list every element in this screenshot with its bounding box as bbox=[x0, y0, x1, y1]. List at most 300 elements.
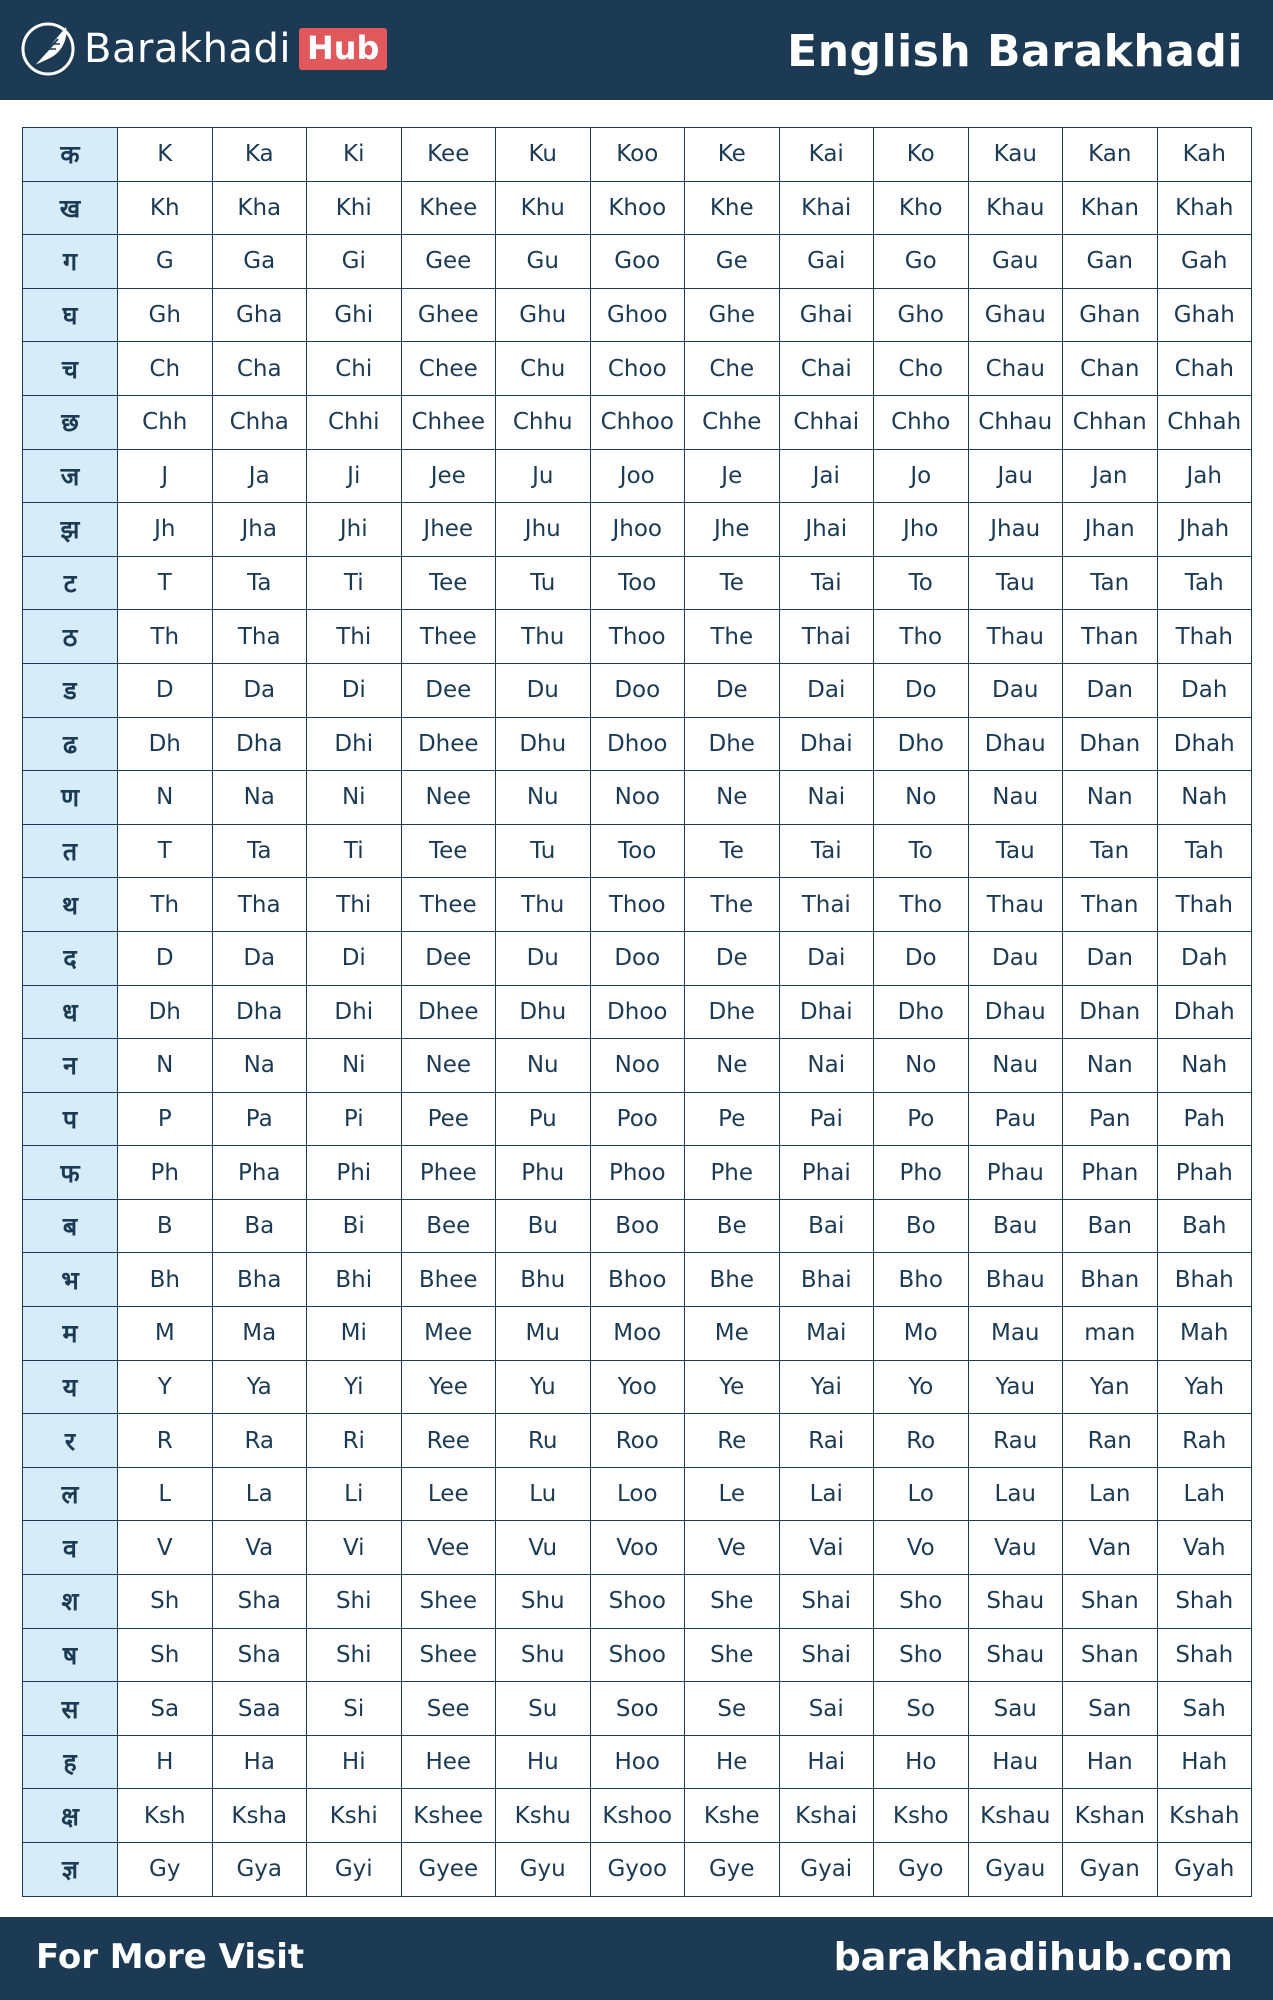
devanagari-letter-cell: ढ bbox=[23, 717, 118, 771]
transliteration-cell: To bbox=[874, 824, 969, 878]
transliteration-cell: Bha bbox=[212, 1253, 307, 1307]
transliteration-cell: Khe bbox=[685, 181, 780, 235]
transliteration-cell: Khau bbox=[968, 181, 1063, 235]
transliteration-cell: Shau bbox=[968, 1628, 1063, 1682]
transliteration-cell: Sai bbox=[779, 1682, 874, 1736]
transliteration-cell: Phu bbox=[496, 1146, 591, 1200]
table-row bbox=[23, 288, 1252, 342]
transliteration-cell: Dhee bbox=[401, 717, 496, 771]
transliteration-cell: Ji bbox=[307, 449, 402, 503]
transliteration-cell: Te bbox=[685, 824, 780, 878]
transliteration-cell: Too bbox=[590, 824, 685, 878]
table-row bbox=[23, 1414, 1252, 1468]
devanagari-letter-cell: घ bbox=[23, 288, 118, 342]
transliteration-cell: Chu bbox=[496, 342, 591, 396]
transliteration-cell: Ghee bbox=[401, 288, 496, 342]
devanagari-letter-cell: ध bbox=[23, 985, 118, 1039]
transliteration-cell: Tah bbox=[1157, 824, 1252, 878]
transliteration-cell: Pee bbox=[401, 1092, 496, 1146]
devanagari-letter-cell: ग bbox=[23, 235, 118, 289]
transliteration-cell: Yah bbox=[1157, 1360, 1252, 1414]
transliteration-cell: Phai bbox=[779, 1146, 874, 1200]
transliteration-cell: Tah bbox=[1157, 556, 1252, 610]
transliteration-cell: Che bbox=[685, 342, 780, 396]
devanagari-letter-cell: ष bbox=[23, 1628, 118, 1682]
transliteration-cell: Bhau bbox=[968, 1253, 1063, 1307]
transliteration-cell: Bah bbox=[1157, 1199, 1252, 1253]
transliteration-cell: Nu bbox=[496, 1039, 591, 1093]
transliteration-cell: Bu bbox=[496, 1199, 591, 1253]
transliteration-cell: Pha bbox=[212, 1146, 307, 1200]
transliteration-cell: Pu bbox=[496, 1092, 591, 1146]
transliteration-cell: Kshe bbox=[685, 1789, 780, 1843]
transliteration-cell: Joo bbox=[590, 449, 685, 503]
page-footer bbox=[0, 1917, 1273, 2000]
devanagari-letter-cell: न bbox=[23, 1039, 118, 1093]
transliteration-cell: He bbox=[685, 1735, 780, 1789]
transliteration-cell: Chee bbox=[401, 342, 496, 396]
transliteration-cell: V bbox=[118, 1521, 213, 1575]
transliteration-cell: Gyu bbox=[496, 1843, 591, 1897]
transliteration-cell: Bai bbox=[779, 1199, 874, 1253]
transliteration-cell: Thi bbox=[307, 610, 402, 664]
transliteration-cell: Lee bbox=[401, 1467, 496, 1521]
transliteration-cell: Bhi bbox=[307, 1253, 402, 1307]
transliteration-cell: Gau bbox=[968, 235, 1063, 289]
transliteration-cell: Gai bbox=[779, 235, 874, 289]
transliteration-cell: Dha bbox=[212, 717, 307, 771]
transliteration-cell: M bbox=[118, 1307, 213, 1361]
devanagari-letter-cell: ल bbox=[23, 1467, 118, 1521]
transliteration-cell: Noo bbox=[590, 1039, 685, 1093]
transliteration-cell: D bbox=[118, 663, 213, 717]
transliteration-cell: Ksho bbox=[874, 1789, 969, 1843]
logo-text: Barakhadi bbox=[84, 26, 291, 72]
transliteration-cell: Chha bbox=[212, 395, 307, 449]
transliteration-cell: T bbox=[118, 556, 213, 610]
transliteration-cell: Dhu bbox=[496, 717, 591, 771]
transliteration-cell: Vi bbox=[307, 1521, 402, 1575]
transliteration-cell: Pah bbox=[1157, 1092, 1252, 1146]
transliteration-cell: Mau bbox=[968, 1307, 1063, 1361]
transliteration-cell: Ban bbox=[1063, 1199, 1158, 1253]
transliteration-cell: Shoo bbox=[590, 1575, 685, 1629]
transliteration-cell: Chhu bbox=[496, 395, 591, 449]
transliteration-cell: Ghu bbox=[496, 288, 591, 342]
transliteration-cell: Khi bbox=[307, 181, 402, 235]
transliteration-cell: Chhai bbox=[779, 395, 874, 449]
transliteration-cell: Gye bbox=[685, 1843, 780, 1897]
transliteration-cell: Ju bbox=[496, 449, 591, 503]
transliteration-cell: Dan bbox=[1063, 931, 1158, 985]
transliteration-cell: Gyo bbox=[874, 1843, 969, 1897]
transliteration-cell: Ni bbox=[307, 771, 402, 825]
transliteration-cell: Li bbox=[307, 1467, 402, 1521]
transliteration-cell: Shah bbox=[1157, 1628, 1252, 1682]
transliteration-cell: Kshu bbox=[496, 1789, 591, 1843]
transliteration-cell: Gyai bbox=[779, 1843, 874, 1897]
transliteration-cell: Dh bbox=[118, 717, 213, 771]
transliteration-cell: Gy bbox=[118, 1843, 213, 1897]
transliteration-cell: Chhee bbox=[401, 395, 496, 449]
devanagari-letter-cell: क्ष bbox=[23, 1789, 118, 1843]
transliteration-cell: Ghau bbox=[968, 288, 1063, 342]
transliteration-cell: Kshah bbox=[1157, 1789, 1252, 1843]
transliteration-cell: Bo bbox=[874, 1199, 969, 1253]
transliteration-cell: Lo bbox=[874, 1467, 969, 1521]
devanagari-letter-cell: ह bbox=[23, 1735, 118, 1789]
transliteration-cell: The bbox=[685, 878, 780, 932]
transliteration-cell: Yoo bbox=[590, 1360, 685, 1414]
table-row bbox=[23, 1307, 1252, 1361]
table-row bbox=[23, 1360, 1252, 1414]
transliteration-cell: Jhai bbox=[779, 503, 874, 557]
transliteration-cell: Tau bbox=[968, 556, 1063, 610]
transliteration-cell: Hu bbox=[496, 1735, 591, 1789]
transliteration-cell: Dhah bbox=[1157, 985, 1252, 1039]
transliteration-cell: Jee bbox=[401, 449, 496, 503]
transliteration-cell: Ta bbox=[212, 556, 307, 610]
transliteration-cell: Jan bbox=[1063, 449, 1158, 503]
transliteration-cell: Ta bbox=[212, 824, 307, 878]
transliteration-cell: Yee bbox=[401, 1360, 496, 1414]
transliteration-cell: Ma bbox=[212, 1307, 307, 1361]
table-row bbox=[23, 556, 1252, 610]
transliteration-cell: Nah bbox=[1157, 771, 1252, 825]
transliteration-cell: Thoo bbox=[590, 878, 685, 932]
transliteration-cell: Dho bbox=[874, 717, 969, 771]
transliteration-cell: Tee bbox=[401, 556, 496, 610]
transliteration-cell: Shah bbox=[1157, 1575, 1252, 1629]
transliteration-cell: Doo bbox=[590, 663, 685, 717]
transliteration-cell: Do bbox=[874, 663, 969, 717]
transliteration-cell: Jah bbox=[1157, 449, 1252, 503]
transliteration-cell: Tan bbox=[1063, 824, 1158, 878]
transliteration-cell: Nan bbox=[1063, 1039, 1158, 1093]
transliteration-cell: Nee bbox=[401, 1039, 496, 1093]
transliteration-cell: Shee bbox=[401, 1628, 496, 1682]
transliteration-cell: Dh bbox=[118, 985, 213, 1039]
devanagari-letter-cell: ज्ञ bbox=[23, 1843, 118, 1897]
table-row bbox=[23, 985, 1252, 1039]
transliteration-cell: Du bbox=[496, 931, 591, 985]
transliteration-cell: Khai bbox=[779, 181, 874, 235]
transliteration-cell: man bbox=[1063, 1307, 1158, 1361]
transliteration-cell: Dho bbox=[874, 985, 969, 1039]
transliteration-cell: Kau bbox=[968, 128, 1063, 182]
transliteration-cell: Kshau bbox=[968, 1789, 1063, 1843]
transliteration-cell: J bbox=[118, 449, 213, 503]
transliteration-cell: Moo bbox=[590, 1307, 685, 1361]
transliteration-cell: Ka bbox=[212, 128, 307, 182]
devanagari-letter-cell: ख bbox=[23, 181, 118, 235]
transliteration-cell: Poo bbox=[590, 1092, 685, 1146]
transliteration-cell: Bhu bbox=[496, 1253, 591, 1307]
transliteration-cell: Dhau bbox=[968, 717, 1063, 771]
devanagari-letter-cell: ज bbox=[23, 449, 118, 503]
devanagari-letter-cell: ट bbox=[23, 556, 118, 610]
transliteration-cell: Kshoo bbox=[590, 1789, 685, 1843]
transliteration-cell: Dhan bbox=[1063, 717, 1158, 771]
transliteration-cell: Loo bbox=[590, 1467, 685, 1521]
transliteration-cell: Mee bbox=[401, 1307, 496, 1361]
transliteration-cell: Th bbox=[118, 878, 213, 932]
transliteration-cell: Ye bbox=[685, 1360, 780, 1414]
transliteration-cell: K bbox=[118, 128, 213, 182]
transliteration-cell: Kshan bbox=[1063, 1789, 1158, 1843]
transliteration-cell: Bh bbox=[118, 1253, 213, 1307]
transliteration-cell: Chan bbox=[1063, 342, 1158, 396]
transliteration-cell: Nah bbox=[1157, 1039, 1252, 1093]
transliteration-cell: Nan bbox=[1063, 771, 1158, 825]
table-row bbox=[23, 1789, 1252, 1843]
transliteration-cell: Bhai bbox=[779, 1253, 874, 1307]
transliteration-cell: Go bbox=[874, 235, 969, 289]
transliteration-cell: Sh bbox=[118, 1575, 213, 1629]
devanagari-letter-cell: फ bbox=[23, 1146, 118, 1200]
transliteration-cell: Ki bbox=[307, 128, 402, 182]
transliteration-cell: Gyoo bbox=[590, 1843, 685, 1897]
transliteration-cell: Gi bbox=[307, 235, 402, 289]
devanagari-letter-cell: झ bbox=[23, 503, 118, 557]
transliteration-cell: Than bbox=[1063, 878, 1158, 932]
transliteration-cell: Dha bbox=[212, 985, 307, 1039]
transliteration-cell: Kai bbox=[779, 128, 874, 182]
transliteration-cell: Sho bbox=[874, 1628, 969, 1682]
transliteration-cell: N bbox=[118, 1039, 213, 1093]
transliteration-cell: N bbox=[118, 771, 213, 825]
transliteration-cell: San bbox=[1063, 1682, 1158, 1736]
table-row bbox=[23, 1253, 1252, 1307]
transliteration-cell: Chhoo bbox=[590, 395, 685, 449]
transliteration-cell: Thoo bbox=[590, 610, 685, 664]
transliteration-cell: Jhau bbox=[968, 503, 1063, 557]
transliteration-cell: Kah bbox=[1157, 128, 1252, 182]
devanagari-letter-cell: र bbox=[23, 1414, 118, 1468]
transliteration-cell: Dhi bbox=[307, 717, 402, 771]
transliteration-cell: Bi bbox=[307, 1199, 402, 1253]
transliteration-cell: Kho bbox=[874, 181, 969, 235]
transliteration-cell: Gya bbox=[212, 1843, 307, 1897]
transliteration-cell: Ri bbox=[307, 1414, 402, 1468]
transliteration-cell: Yo bbox=[874, 1360, 969, 1414]
transliteration-cell: Lan bbox=[1063, 1467, 1158, 1521]
transliteration-cell: Ge bbox=[685, 235, 780, 289]
transliteration-cell: Jho bbox=[874, 503, 969, 557]
devanagari-letter-cell: म bbox=[23, 1307, 118, 1361]
transliteration-cell: Ti bbox=[307, 824, 402, 878]
transliteration-cell: Dah bbox=[1157, 931, 1252, 985]
transliteration-cell: Jo bbox=[874, 449, 969, 503]
transliteration-cell: Ko bbox=[874, 128, 969, 182]
transliteration-cell: No bbox=[874, 1039, 969, 1093]
transliteration-cell: Kshai bbox=[779, 1789, 874, 1843]
transliteration-cell: Ree bbox=[401, 1414, 496, 1468]
transliteration-cell: Dan bbox=[1063, 663, 1158, 717]
transliteration-cell: Da bbox=[212, 931, 307, 985]
devanagari-letter-cell: द bbox=[23, 931, 118, 985]
transliteration-cell: Thu bbox=[496, 610, 591, 664]
devanagari-letter-cell: ड bbox=[23, 663, 118, 717]
transliteration-cell: Lah bbox=[1157, 1467, 1252, 1521]
transliteration-cell: Gho bbox=[874, 288, 969, 342]
transliteration-cell: Kshee bbox=[401, 1789, 496, 1843]
transliteration-cell: Kee bbox=[401, 128, 496, 182]
transliteration-cell: Chai bbox=[779, 342, 874, 396]
transliteration-cell: Ghai bbox=[779, 288, 874, 342]
transliteration-cell: Su bbox=[496, 1682, 591, 1736]
transliteration-cell: Thau bbox=[968, 878, 1063, 932]
transliteration-cell: Tu bbox=[496, 824, 591, 878]
transliteration-cell: Je bbox=[685, 449, 780, 503]
transliteration-cell: Cha bbox=[212, 342, 307, 396]
transliteration-cell: Tai bbox=[779, 824, 874, 878]
transliteration-cell: Tan bbox=[1063, 556, 1158, 610]
transliteration-cell: Vu bbox=[496, 1521, 591, 1575]
transliteration-cell: Jhu bbox=[496, 503, 591, 557]
transliteration-cell: Ne bbox=[685, 771, 780, 825]
transliteration-cell: Gah bbox=[1157, 235, 1252, 289]
transliteration-cell: Dee bbox=[401, 931, 496, 985]
transliteration-cell: Sha bbox=[212, 1575, 307, 1629]
transliteration-cell: Shoo bbox=[590, 1628, 685, 1682]
transliteration-cell: Da bbox=[212, 663, 307, 717]
transliteration-cell: Tho bbox=[874, 610, 969, 664]
transliteration-cell: Ro bbox=[874, 1414, 969, 1468]
page-title: English Barakhadi bbox=[787, 26, 1243, 77]
transliteration-cell: Chhah bbox=[1157, 395, 1252, 449]
transliteration-cell: Ksha bbox=[212, 1789, 307, 1843]
transliteration-cell: Phoo bbox=[590, 1146, 685, 1200]
transliteration-cell: Re bbox=[685, 1414, 780, 1468]
transliteration-cell: Yu bbox=[496, 1360, 591, 1414]
transliteration-cell: Chi bbox=[307, 342, 402, 396]
transliteration-cell: Boo bbox=[590, 1199, 685, 1253]
transliteration-cell: Voo bbox=[590, 1521, 685, 1575]
transliteration-cell: Shu bbox=[496, 1575, 591, 1629]
transliteration-cell: Shi bbox=[307, 1628, 402, 1682]
transliteration-cell: Choo bbox=[590, 342, 685, 396]
transliteration-cell: Bhah bbox=[1157, 1253, 1252, 1307]
transliteration-cell: Yi bbox=[307, 1360, 402, 1414]
transliteration-cell: Shi bbox=[307, 1575, 402, 1629]
transliteration-cell: Se bbox=[685, 1682, 780, 1736]
table-row bbox=[23, 342, 1252, 396]
transliteration-cell: Vai bbox=[779, 1521, 874, 1575]
table-row bbox=[23, 1467, 1252, 1521]
transliteration-cell: Gyah bbox=[1157, 1843, 1252, 1897]
transliteration-cell: Roo bbox=[590, 1414, 685, 1468]
transliteration-cell: Hau bbox=[968, 1735, 1063, 1789]
transliteration-cell: Dhai bbox=[779, 985, 874, 1039]
transliteration-cell: She bbox=[685, 1628, 780, 1682]
transliteration-cell: Bau bbox=[968, 1199, 1063, 1253]
devanagari-letter-cell: क bbox=[23, 128, 118, 182]
transliteration-cell: Bee bbox=[401, 1199, 496, 1253]
transliteration-cell: Ho bbox=[874, 1735, 969, 1789]
footer-website-link[interactable]: barakhadihub.com bbox=[833, 1935, 1233, 1979]
devanagari-letter-cell: स bbox=[23, 1682, 118, 1736]
transliteration-cell: Dhoo bbox=[590, 717, 685, 771]
transliteration-cell: G bbox=[118, 235, 213, 289]
transliteration-cell: Sh bbox=[118, 1628, 213, 1682]
transliteration-cell: Phi bbox=[307, 1146, 402, 1200]
page-header bbox=[0, 0, 1273, 100]
transliteration-cell: H bbox=[118, 1735, 213, 1789]
transliteration-cell: Chhi bbox=[307, 395, 402, 449]
transliteration-cell: Chah bbox=[1157, 342, 1252, 396]
transliteration-cell: Vau bbox=[968, 1521, 1063, 1575]
transliteration-cell: Dhi bbox=[307, 985, 402, 1039]
transliteration-cell: L bbox=[118, 1467, 213, 1521]
transliteration-cell: Ja bbox=[212, 449, 307, 503]
transliteration-cell: Gh bbox=[118, 288, 213, 342]
transliteration-cell: Dah bbox=[1157, 663, 1252, 717]
transliteration-cell: Mai bbox=[779, 1307, 874, 1361]
table-row bbox=[23, 1843, 1252, 1897]
logo-badge: Hub bbox=[299, 28, 387, 70]
transliteration-cell: Tu bbox=[496, 556, 591, 610]
transliteration-cell: Shan bbox=[1063, 1628, 1158, 1682]
transliteration-cell: Ni bbox=[307, 1039, 402, 1093]
transliteration-cell: Noo bbox=[590, 771, 685, 825]
transliteration-cell: Sho bbox=[874, 1575, 969, 1629]
transliteration-cell: Sah bbox=[1157, 1682, 1252, 1736]
transliteration-cell: Th bbox=[118, 610, 213, 664]
transliteration-cell: Bhan bbox=[1063, 1253, 1158, 1307]
transliteration-cell: Dhau bbox=[968, 985, 1063, 1039]
transliteration-cell: Jhe bbox=[685, 503, 780, 557]
transliteration-cell: Bhoo bbox=[590, 1253, 685, 1307]
devanagari-letter-cell: ब bbox=[23, 1199, 118, 1253]
transliteration-cell: Ghah bbox=[1157, 288, 1252, 342]
transliteration-cell: Jh bbox=[118, 503, 213, 557]
footer-label: For More Visit bbox=[36, 1937, 305, 1977]
transliteration-cell: Gan bbox=[1063, 235, 1158, 289]
transliteration-cell: Yai bbox=[779, 1360, 874, 1414]
transliteration-cell: Jhoo bbox=[590, 503, 685, 557]
transliteration-cell: Pa bbox=[212, 1092, 307, 1146]
transliteration-cell: Du bbox=[496, 663, 591, 717]
transliteration-cell: Ya bbox=[212, 1360, 307, 1414]
transliteration-cell: Gyan bbox=[1063, 1843, 1158, 1897]
transliteration-cell: Dhoo bbox=[590, 985, 685, 1039]
devanagari-letter-cell: त bbox=[23, 824, 118, 878]
transliteration-cell: Doo bbox=[590, 931, 685, 985]
transliteration-cell: Phee bbox=[401, 1146, 496, 1200]
transliteration-cell: Cho bbox=[874, 342, 969, 396]
site-logo[interactable] bbox=[18, 14, 387, 84]
transliteration-cell: Sau bbox=[968, 1682, 1063, 1736]
transliteration-cell: R bbox=[118, 1414, 213, 1468]
transliteration-cell: She bbox=[685, 1575, 780, 1629]
barakhadi-table-container bbox=[22, 127, 1252, 1897]
transliteration-cell: Yau bbox=[968, 1360, 1063, 1414]
transliteration-cell: Chhe bbox=[685, 395, 780, 449]
transliteration-cell: De bbox=[685, 663, 780, 717]
transliteration-cell: Ti bbox=[307, 556, 402, 610]
transliteration-cell: D bbox=[118, 931, 213, 985]
table-row bbox=[23, 395, 1252, 449]
devanagari-letter-cell: भ bbox=[23, 1253, 118, 1307]
table-row bbox=[23, 931, 1252, 985]
transliteration-cell: Thu bbox=[496, 878, 591, 932]
transliteration-cell: Y bbox=[118, 1360, 213, 1414]
transliteration-cell: Mah bbox=[1157, 1307, 1252, 1361]
transliteration-cell: Ne bbox=[685, 1039, 780, 1093]
transliteration-cell: Dau bbox=[968, 931, 1063, 985]
table-row bbox=[23, 181, 1252, 235]
